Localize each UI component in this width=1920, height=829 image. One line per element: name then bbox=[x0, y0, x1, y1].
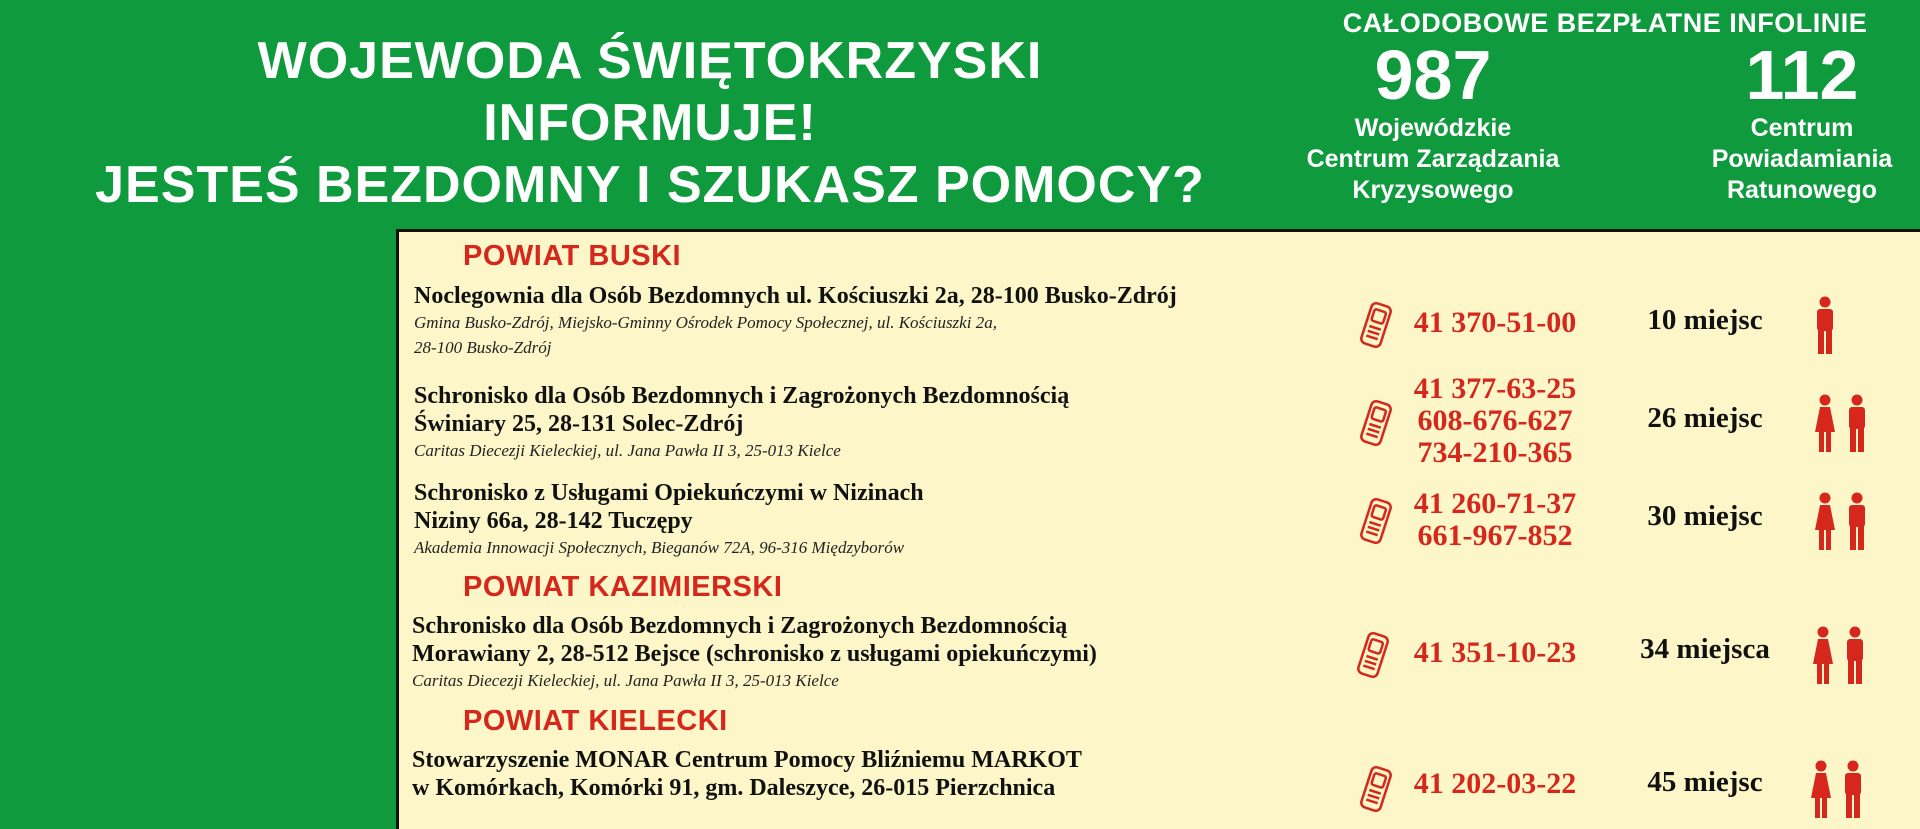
male-person-icon bbox=[1814, 296, 1836, 354]
hotlines-title: CAŁODOBOWE BEZPŁATNE INFOLINIE bbox=[1342, 8, 1868, 38]
male-person-icon bbox=[1846, 394, 1868, 452]
hotline-number: 112 bbox=[1745, 36, 1859, 114]
phone-number: 661-967-852 bbox=[1417, 519, 1573, 552]
shelter-address: Morawiany 2, 28-512 Bejsce (schronisko z usługami opiekuńczymi) bbox=[412, 641, 1097, 667]
shelter-phones bbox=[1380, 307, 1610, 339]
shelter-name: Schronisko dla Osób Bezdomnych i Zagrożonych Bezdomnością bbox=[412, 613, 1068, 639]
persons-group bbox=[1814, 296, 1836, 356]
shelter-entry bbox=[412, 746, 1342, 802]
phone-number: 734-210-365 bbox=[1417, 436, 1573, 469]
section-title-kielecki: POWIAT KIELECKI bbox=[463, 705, 728, 737]
hotline-desc-3: Kryzysowego bbox=[1352, 176, 1514, 204]
headline-line-2: INFORMUJE! bbox=[483, 94, 817, 152]
shelter-entry bbox=[414, 382, 1344, 463]
shelter-entry bbox=[412, 612, 1342, 693]
persons-group bbox=[1810, 760, 1864, 820]
female-person-icon bbox=[1810, 760, 1832, 818]
phone-number: 41 202-03-22 bbox=[1413, 767, 1577, 800]
persons-group bbox=[1814, 394, 1868, 454]
headline bbox=[40, 30, 1260, 216]
hotline-987 bbox=[1278, 37, 1588, 206]
shelter-operator: Gmina Busko-Zdrój, Miejsko-Gminny Ośrodek Pomocy Społecznej, ul. Kościuszki 2a, bbox=[414, 313, 997, 332]
shelter-name: Schronisko z Usługami Opiekuńczymi w Nizinach bbox=[414, 480, 924, 506]
shelter-address: Świniary 25, 28-131 Solec-Zdrój bbox=[414, 411, 744, 437]
female-person-icon bbox=[1814, 492, 1836, 550]
hotline-desc-1: Centrum bbox=[1750, 114, 1854, 142]
hotline-number: 987 bbox=[1374, 36, 1492, 114]
hotlines-block bbox=[1290, 8, 1920, 206]
shelter-operator: Caritas Diecezji Kieleckiej, ul. Jana Pawła II 3, 25-013 Kielce bbox=[412, 671, 839, 690]
shelter-name: Noclegownia dla Osób Bezdomnych ul. Kościuszki 2a, 28-100 Busko-Zdrój bbox=[414, 283, 1177, 309]
hotline-112 bbox=[1672, 37, 1920, 206]
shelter-operator: Akademia Innowacji Społecznych, Bieganów 72A, 96-316 Międzyborów bbox=[414, 538, 905, 557]
shelter-capacity: 30 miejsc bbox=[1647, 500, 1763, 532]
shelter-capacity: 34 miejsca bbox=[1640, 633, 1770, 665]
female-person-icon bbox=[1812, 626, 1834, 684]
hotline-desc-3: Ratunowego bbox=[1727, 176, 1877, 204]
hotline-desc-2: Centrum Zarządzania bbox=[1306, 145, 1560, 173]
persons-group bbox=[1812, 626, 1866, 686]
male-person-icon bbox=[1844, 626, 1866, 684]
male-person-icon bbox=[1842, 760, 1864, 818]
shelter-phones bbox=[1380, 373, 1610, 469]
section-title-kazimierski: POWIAT KAZIMIERSKI bbox=[463, 571, 783, 603]
shelter-capacity: 26 miejsc bbox=[1647, 402, 1763, 434]
shelter-operator-cont: 28-100 Busko-Zdrój bbox=[414, 338, 552, 357]
shelter-phones bbox=[1380, 768, 1610, 800]
headline-line-3: JESTEŚ BEZDOMNY I SZUKASZ POMOCY? bbox=[95, 156, 1205, 214]
shelter-phones bbox=[1380, 488, 1610, 552]
phone-number: 41 370-51-00 bbox=[1413, 306, 1577, 339]
shelter-capacity: 10 miejsc bbox=[1647, 304, 1763, 336]
shelter-capacity: 45 miejsc bbox=[1647, 766, 1763, 798]
shelter-address: Niziny 66a, 28-142 Tuczępy bbox=[414, 508, 693, 534]
shelter-name: Stowarzyszenie MONAR Centrum Pomocy Bliźniemu MARKOT bbox=[412, 747, 1082, 773]
section-title-buski: POWIAT BUSKI bbox=[463, 240, 682, 272]
female-person-icon bbox=[1814, 394, 1836, 452]
hotline-desc-2: Powiadamiania bbox=[1711, 145, 1893, 173]
hotline-desc-1: Wojewódzkie bbox=[1354, 114, 1512, 142]
phone-number: 41 260-71-37 bbox=[1413, 487, 1577, 520]
headline-line-1: WOJEWODA ŚWIĘTOKRZYSKI bbox=[257, 32, 1043, 90]
phone-number: 608-676-627 bbox=[1417, 404, 1573, 437]
shelter-phones bbox=[1380, 637, 1610, 669]
phone-number: 41 377-63-25 bbox=[1413, 372, 1577, 405]
shelter-name: Schronisko dla Osób Bezdomnych i Zagrożonych Bezdomnością bbox=[414, 383, 1070, 409]
shelter-entry bbox=[414, 479, 1344, 560]
male-person-icon bbox=[1846, 492, 1868, 550]
phone-number: 41 351-10-23 bbox=[1413, 636, 1577, 669]
shelter-operator: Caritas Diecezji Kieleckiej, ul. Jana Pawła II 3, 25-013 Kielce bbox=[414, 441, 841, 460]
shelter-address: w Komórkach, Komórki 91, gm. Daleszyce, 26-015 Pierzchnica bbox=[412, 775, 1056, 801]
shelter-entry bbox=[414, 282, 1344, 360]
persons-group bbox=[1814, 492, 1868, 552]
